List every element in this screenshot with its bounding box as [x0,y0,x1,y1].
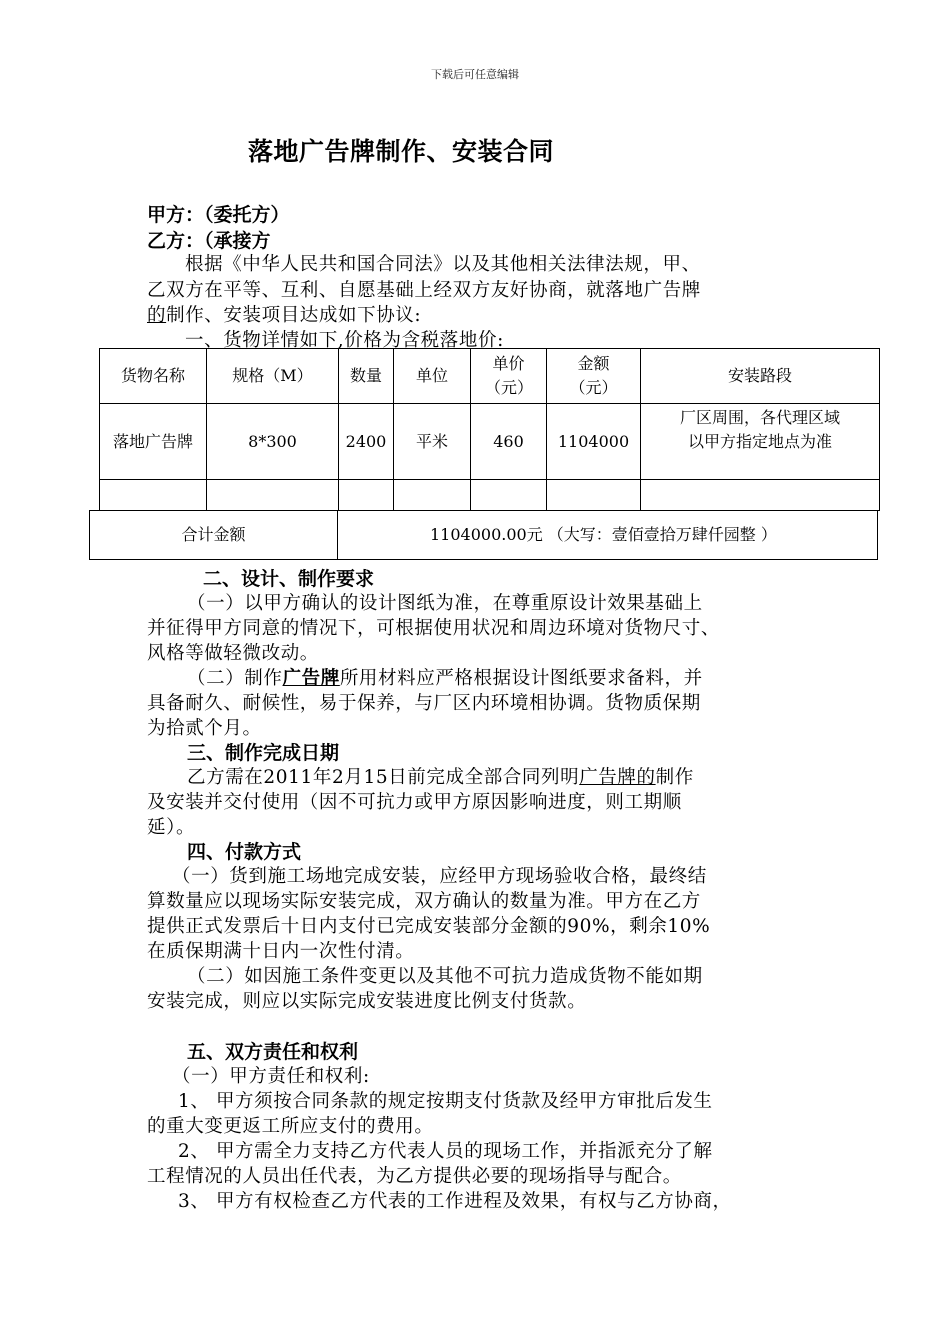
header-cell: 金额（元） [547,349,641,404]
section-4-title: 四、付款方式 [187,841,302,863]
sec4-p1-line-2: 算数量应以现场实际安装完成，双方确认的数量为准。甲方在乙方 [147,891,701,912]
sec2-p2-line-3: 为拾贰个月。 [147,718,262,739]
document-title: 落地广告牌制作、安装合同 [248,137,555,166]
section-1-title: 一、货物详情如下,价格为含税落地价: [185,330,504,351]
cell-price: 460 [471,404,547,480]
sec2-p2-line-2: 具备耐久、耐候性，易于保养，与厂区内环境相协调。货物质保期 [147,693,701,714]
header-cell: 单位 [394,349,471,404]
total-row [89,510,878,560]
sec2-p2-line-1 [187,664,703,690]
empty-cell [547,480,641,511]
empty-cell [207,480,339,511]
empty-cell [100,480,207,511]
sec3-line-1 [187,763,694,789]
sec3-line-1-prefix: 乙方需在2011年2月15日前完成全部合同列明 [187,767,580,788]
cell-spec: 8*300 [207,404,339,480]
table-row-empty [100,480,880,511]
sec4-p1-line-4: 在质保期满十日内一次性付清。 [147,941,415,962]
sec4-p2-line-2: 安装完成，则应以实际完成安装进度比例支付货款。 [147,991,587,1012]
empty-cell [394,480,471,511]
sec3-line-1-suffix: 制作 [655,767,694,788]
sec3-keyword: 广告牌的 [579,767,656,788]
header-cell: 货物名称 [100,349,207,404]
total-label: 合计金额 [90,511,338,559]
cell-unit: 平米 [394,404,471,480]
sec2-p2-keyword: 广告牌 [282,668,340,689]
sec2-p1-line-2: 并征得甲方同意的情况下，可根据使用状况和周边环境对货物尺寸、 [147,618,721,639]
table-header-row [100,349,880,404]
intro-line-2: 乙双方在平等、互利、自愿基础上经双方友好协商，就落地广告牌 [147,280,701,301]
sec5-item-2-line-1: 2、 甲方需全力支持乙方代表人员的现场工作，并指派充分了解 [178,1141,713,1162]
header-cell: 数量 [339,349,394,404]
goods-table [99,348,880,511]
cell-name: 落地广告牌 [100,404,207,480]
sec5-item-2-line-2: 工程情况的人员出任代表，为乙方提供必要的现场指导与配合。 [147,1166,682,1187]
cell-qty: 2400 [339,404,394,480]
empty-cell [339,480,394,511]
route-line-1: 厂区周围，各代理区域 [679,408,840,427]
sec2-p1-line-1: （一）以甲方确认的设计图纸为准，在尊重原设计效果基础上 [187,593,703,614]
empty-cell [471,480,547,511]
sec2-p2-prefix: （二）制作 [187,668,283,689]
sec4-p2-line-1: （二）如因施工条件变更以及其他不可抗力造成货物不能如期 [187,966,703,987]
sec4-p1-line-1: （一）货到施工场地完成安装，应经甲方现场验收合格，最终结 [172,866,707,887]
sec2-p2-suffix: 所用材料应严格根据设计图纸要求备料，并 [339,668,703,689]
sec3-line-3: 延）。 [147,817,196,838]
sec5-subtitle-1: （一）甲方责任和权利: [172,1066,370,1087]
header-cell: 安装路段 [641,349,880,404]
cell-route [641,404,880,480]
section-2-title: 二、设计、制作要求 [203,568,375,590]
sec5-item-1-line-2: 的重大变更返工所应支付的费用。 [147,1116,434,1137]
table-row [100,404,880,480]
sec5-item-1-line-1: 1、 甲方须按合同条款的规定按期支付货款及经甲方审批后发生 [178,1091,713,1112]
intro-line-3 [147,301,421,327]
empty-cell [641,480,880,511]
sec4-p1-line-3: 提供正式发票后十日内支付已完成安装部分金额的90%，剩余10% [147,916,711,937]
intro-underlined-word: 的 [147,305,167,326]
section-5-title: 五、双方责任和权利 [187,1041,359,1063]
section-3-title: 三、制作完成日期 [187,742,340,764]
route-line-2: 以甲方指定地点为准 [687,432,832,451]
intro-line-3-text: 制作、安装项目达成如下协议: [166,305,422,326]
total-value: 1104000.00元 （大写：壹佰壹拾万肆仟园整 ） [430,525,777,544]
sec2-p1-line-3: 风格等做轻微改动。 [147,643,319,664]
party-b: 乙方：（承接方 [147,230,271,252]
header-note: 下载后可任意编辑 [431,68,519,81]
party-a: 甲方：（委托方） [147,204,290,226]
sec5-item-3-line-1: 3、 甲方有权检查乙方代表的工作进程及效果，有权与乙方协商， [178,1191,732,1212]
header-cell: 规格（M） [207,349,339,404]
cell-amount: 1104000 [547,404,641,480]
header-cell: 单价（元） [471,349,547,404]
intro-line-1: 根据《中华人民共和国合同法》以及其他相关法律法规，甲、 [185,254,701,275]
sec3-line-2: 及安装并交付使用（因不可抗力或甲方原因影响进度，则工期顺 [147,792,682,813]
